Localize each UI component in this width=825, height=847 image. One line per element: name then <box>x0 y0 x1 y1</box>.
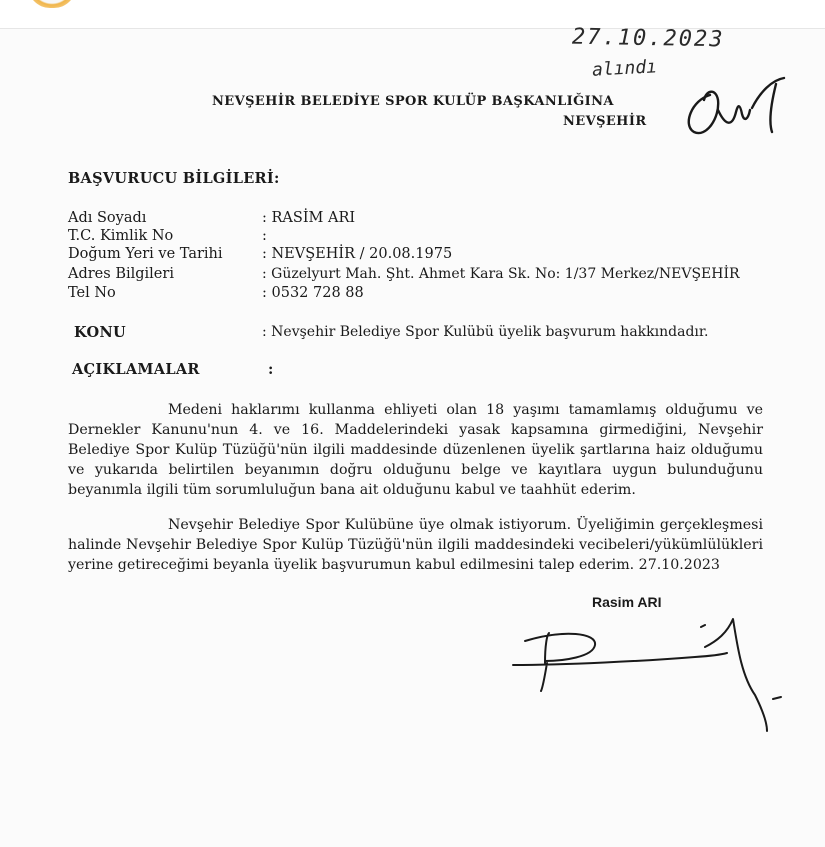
recipient-city: NEVŞEHİR <box>563 114 647 129</box>
applicant-signature <box>505 615 790 740</box>
field-value-id-number: : <box>262 228 267 244</box>
field-label-phone: Tel No <box>68 285 116 301</box>
subject-value: : Nevşehir Belediye Spor Kulübü üyelik başvurum hakkındadır. <box>262 324 709 340</box>
body-paragraph-2: Nevşehir Belediye Spor Kulübüne üye olmak istiyorum. Üyeliğimin gerçekleşmesi halinde Nevşehir Belediye Spor Kulüp Tüzüğü'nün ilgili maddesindeki vecibeleri/yükümlülükleri yerine getireceğimi beyanla üyelik başvurumun kabul edilmesini talep ederim. 27.10.2023 <box>68 517 763 573</box>
explanations-colon: : <box>268 361 274 378</box>
image-viewer-top-bar <box>0 0 825 29</box>
applicant-section-title: BAŞVURUCU BİLGİLERİ: <box>68 170 280 187</box>
field-label-address: Adres Bilgileri <box>68 266 174 282</box>
approval-signature-mark <box>680 70 810 145</box>
handwritten-date: 27.10.2023 <box>571 24 725 53</box>
field-label-id-number: T.C. Kimlik No <box>68 228 174 244</box>
field-value-address: : Güzelyurt Mah. Şht. Ahmet Kara Sk. No: 1/37 Merkez/NEVŞEHİR <box>262 266 740 282</box>
explanations-label: AÇIKLAMALAR <box>72 361 200 378</box>
field-label-birth: Doğum Yeri ve Tarihi <box>68 246 223 262</box>
signatory-name: Rasim ARI <box>592 594 662 610</box>
field-value-birth: : NEVŞEHİR / 20.08.1975 <box>262 246 453 262</box>
field-value-name: : RASİM ARI <box>262 210 356 226</box>
subject-label: KONU <box>74 324 126 341</box>
app-avatar-icon <box>28 0 76 8</box>
recipient-header: NEVŞEHİR BELEDİYE SPOR KULÜP BAŞKANLIĞINA <box>212 94 614 109</box>
field-value-phone: : 0532 728 88 <box>262 285 364 301</box>
field-label-name: Adı Soyadı <box>68 210 147 226</box>
body-paragraph-1: Medeni haklarımı kullanma ehliyeti olan 18 yaşımı tamamlamış olduğumu ve Dernekler Kanunu'nun 4. ve 16. Maddelerindeki yasak kapsamına girmediğini, Nevşehir Belediye Spor Kulüp Tüzüğü'nün ilgili maddesinde düzenlenen üyelik şartlarına haiz olduğumu ve yukarıda belirtilen beyanımın doğru olduğunu belge ve kayıtlara uygun bulunduğunu beyanımla ilgili tüm sorumluluğun bana ait olduğunu kabul ve taahhüt ederim. <box>68 402 763 498</box>
handwritten-received-note: alındı <box>591 56 658 81</box>
